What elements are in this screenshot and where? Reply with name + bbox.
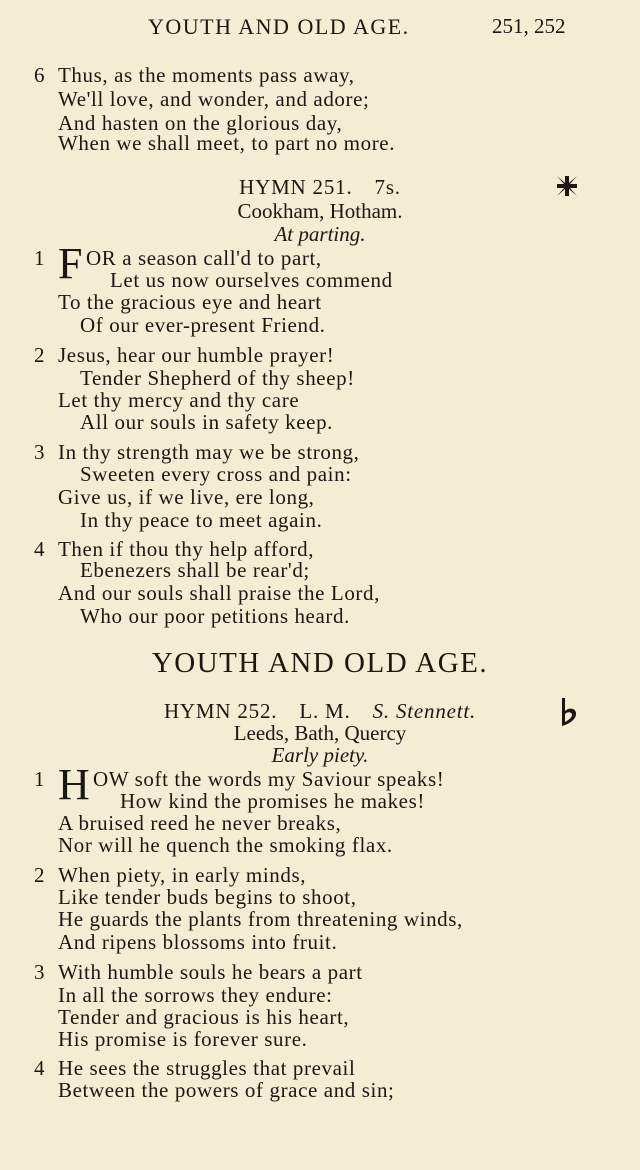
verse-line: Ebenezers shall be rear'd; xyxy=(80,558,310,582)
running-head-title: YOUTH AND OLD AGE. xyxy=(148,14,410,39)
verse-line: His promise is forever sure. xyxy=(58,1027,308,1051)
cross-pattee-icon xyxy=(553,172,581,200)
hymn-author: S. Stennett. xyxy=(372,699,477,723)
verse-line: Between the powers of grace and sin; xyxy=(58,1078,395,1102)
verse-line: And ripens blossoms into fruit. xyxy=(58,930,338,954)
verse-line: Give us, if we live, ere long, xyxy=(58,485,315,509)
verse-line: Tender Shepherd of thy sheep! xyxy=(80,366,355,390)
verse-line: OW soft the words my Saviour speaks! xyxy=(93,767,445,791)
stanza-number: 4 xyxy=(34,537,45,561)
verse-line: OR a season call'd to part, xyxy=(86,246,322,270)
stanza-number: 6 xyxy=(34,63,45,87)
stanza-number: 2 xyxy=(34,343,45,367)
hymn-meter: 7s. xyxy=(374,175,401,199)
hymn-tunes: Cookham, Hotham. xyxy=(237,199,403,223)
verse-line: Let thy mercy and thy care xyxy=(58,388,300,412)
verse-line: In thy strength may we be strong, xyxy=(58,440,360,464)
stanza-number: 1 xyxy=(34,767,45,791)
running-head-page-numbers: 251, 252 xyxy=(492,14,566,38)
verse-line: Like tender buds begins to shoot, xyxy=(58,885,357,909)
hymn-subject: At parting. xyxy=(274,222,366,246)
verse-line: Sweeten every cross and pain: xyxy=(80,462,352,486)
hymn-number: HYMN 251. xyxy=(239,175,353,199)
running-head xyxy=(0,14,640,44)
section-title: YOUTH AND OLD AGE. xyxy=(151,647,489,679)
verse-line: Of our ever-present Friend. xyxy=(80,313,326,337)
verse-line: We'll love, and wonder, and adore; xyxy=(58,87,370,111)
verse-line: In all the sorrows they endure: xyxy=(58,983,333,1007)
verse-line: When piety, in early minds, xyxy=(58,863,307,887)
verse-line: Tender and gracious is his heart, xyxy=(58,1005,350,1029)
verse-line: Nor will he quench the smoking flax. xyxy=(58,833,393,857)
stanza-number: 3 xyxy=(34,960,45,984)
verse-line: To the gracious eye and heart xyxy=(58,290,322,314)
drop-cap: H xyxy=(58,760,90,809)
verse-line: Who our poor petitions heard. xyxy=(80,604,350,628)
verse-line: And our souls shall praise the Lord, xyxy=(58,581,380,605)
verse-line: He guards the plants from threatening winds, xyxy=(58,907,463,931)
hymn-number: HYMN 252. xyxy=(163,699,278,723)
verse-line: How kind the promises he makes! xyxy=(120,789,425,813)
drop-cap: F xyxy=(58,239,83,288)
verse-line: And hasten on the glorious day, xyxy=(58,111,343,135)
stanza-number: 4 xyxy=(34,1056,45,1080)
verse-line: He sees the struggles that prevail xyxy=(58,1056,356,1080)
hymn-tunes: Leeds, Bath, Quercy xyxy=(233,721,407,745)
verse-line: When we shall meet, to part no more. xyxy=(58,131,396,155)
verse-line: With humble souls he bears a part xyxy=(58,960,363,984)
verse-line: A bruised reed he never breaks, xyxy=(58,811,342,835)
hymn-subject: Early piety. xyxy=(271,743,369,767)
verse-line: All our souls in safety keep. xyxy=(80,410,334,434)
verse-line: Thus, as the moments pass away, xyxy=(58,63,355,87)
hymn-251-heading xyxy=(0,175,640,200)
verse-line: Then if thou thy help afford, xyxy=(58,537,315,561)
stanza-number: 3 xyxy=(34,440,45,464)
verse-line: Jesus, hear our humble prayer! xyxy=(58,343,335,367)
verse-line: Let us now ourselves commend xyxy=(110,268,393,292)
stanza-number: 1 xyxy=(34,246,45,270)
stanza-number: 2 xyxy=(34,863,45,887)
verse-line: In thy peace to meet again. xyxy=(80,508,323,532)
hymn-meter: L. M. xyxy=(299,699,351,723)
